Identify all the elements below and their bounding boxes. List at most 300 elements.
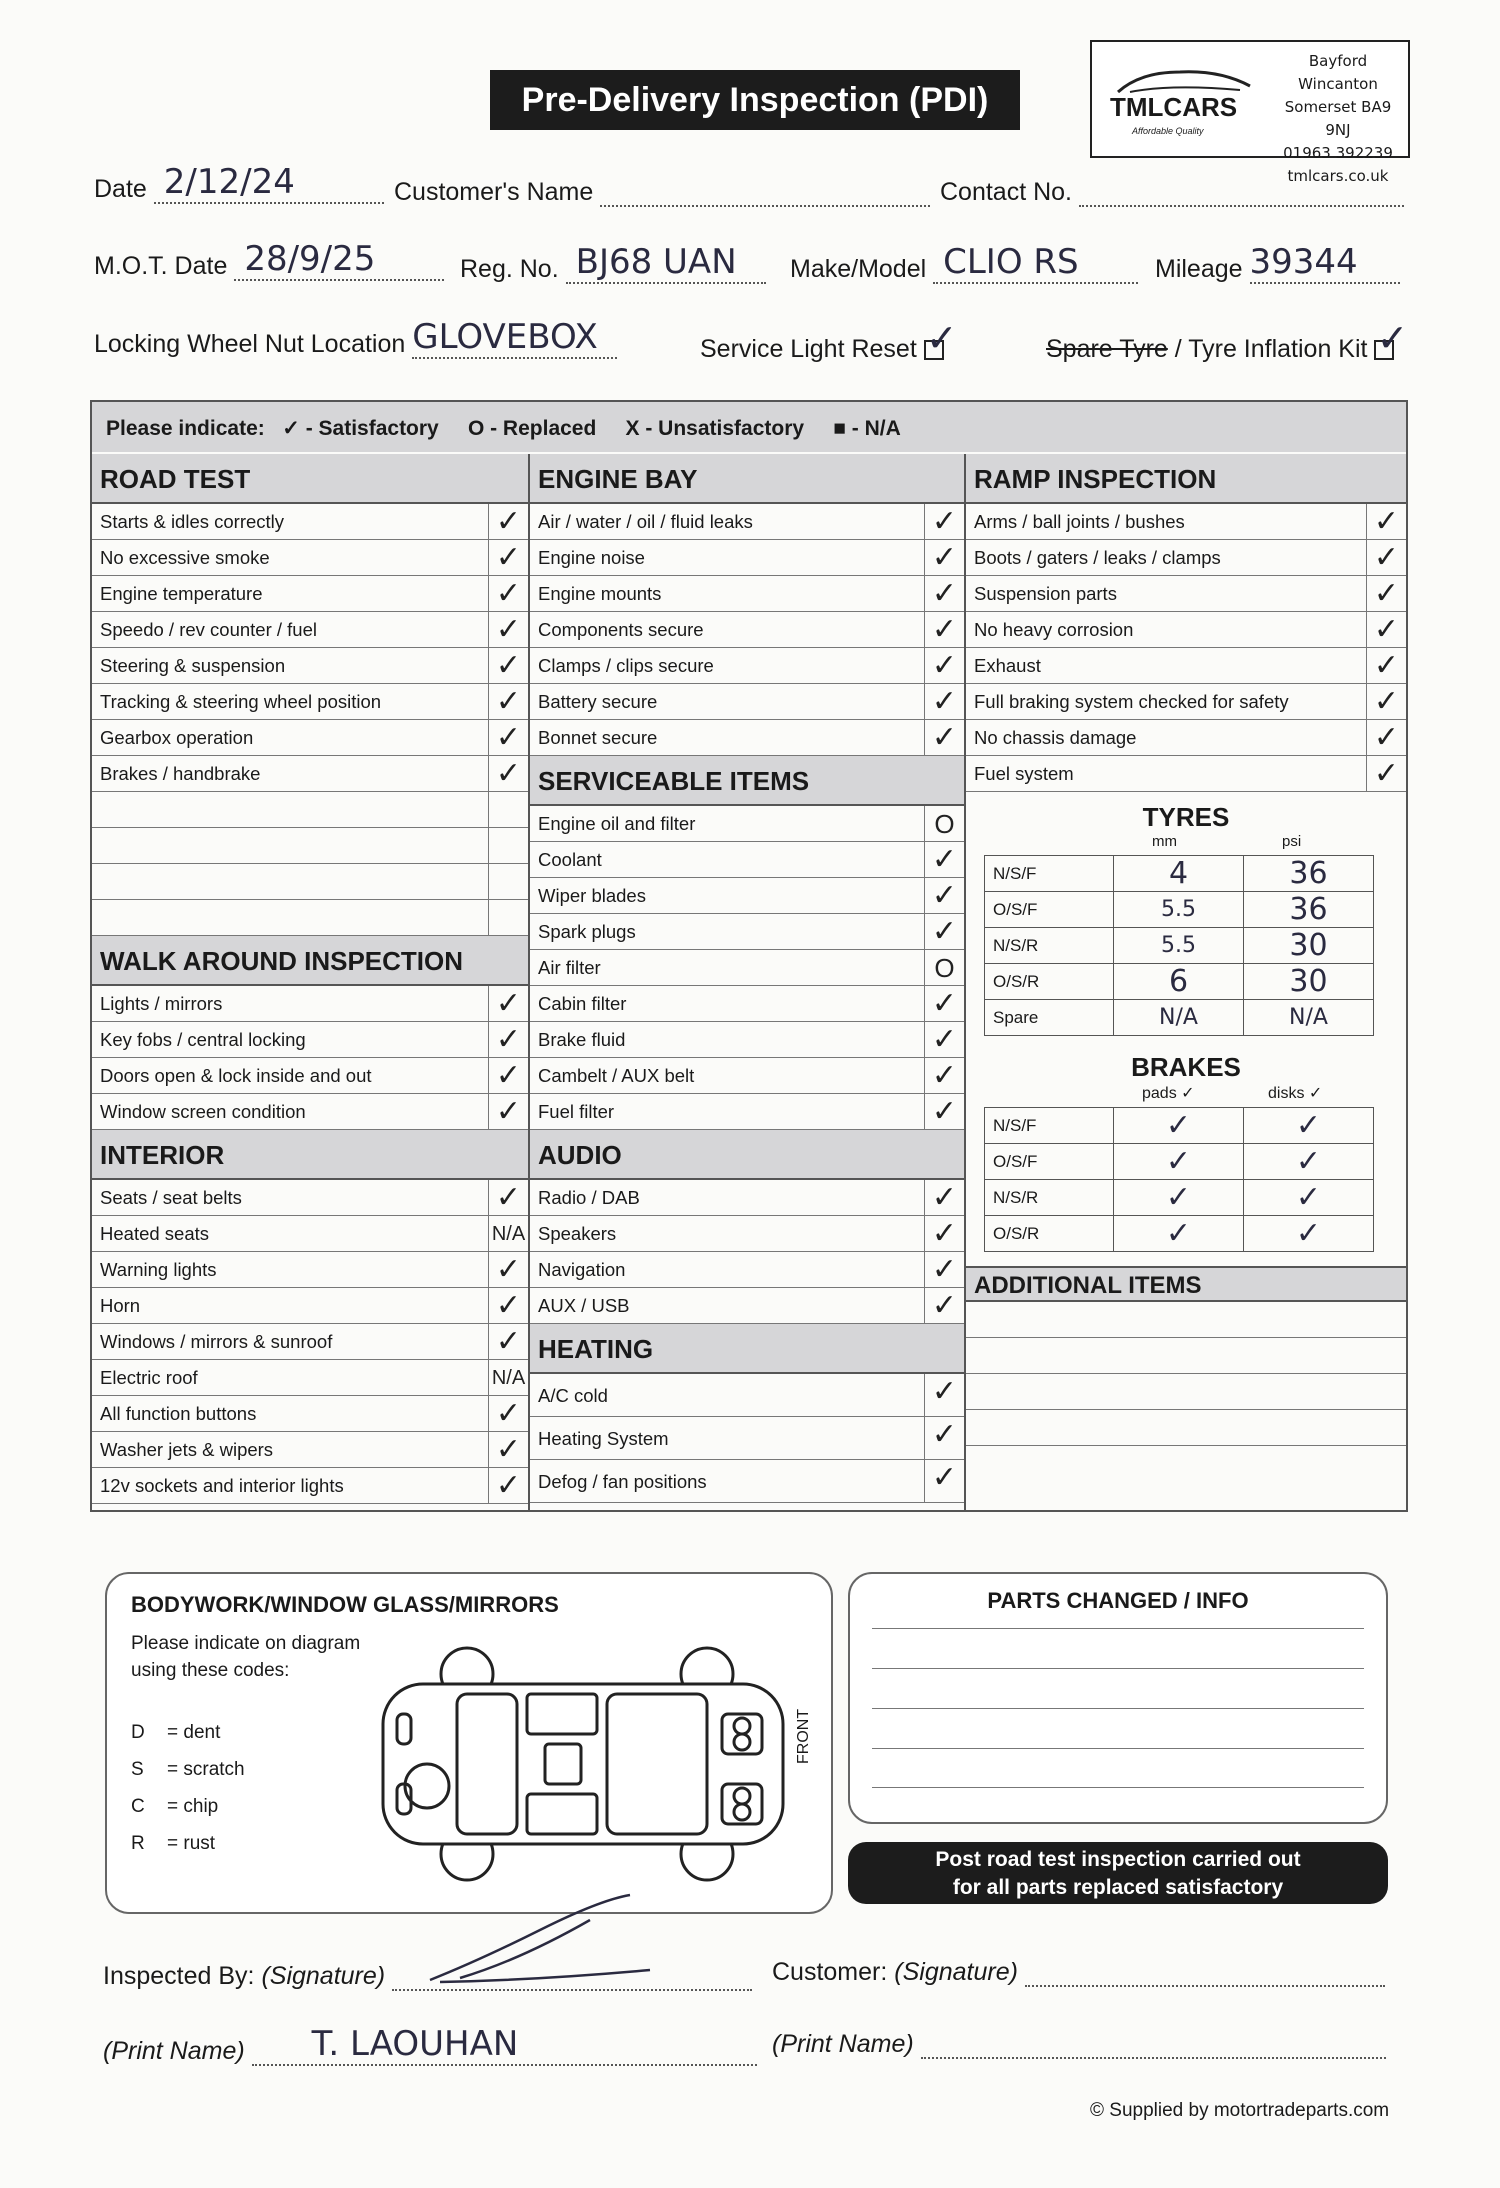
legend-satisfactory: ✓ - Satisfactory (282, 417, 439, 440)
tyre-kit-field[interactable] (1046, 316, 1409, 364)
mot-label: M.O.T. Date (94, 252, 228, 280)
audio-heading: AUDIO (530, 1130, 964, 1180)
checklist-label: Clamps / clips secure (538, 655, 714, 676)
make-model-label: Make/Model (790, 255, 927, 283)
additional-row[interactable] (966, 1410, 1406, 1446)
code-value: = dent (167, 1722, 221, 1743)
tyre-kit-mark: ✓ (1376, 316, 1409, 361)
checklist-label: Engine mounts (538, 583, 662, 604)
checklist-label: Cambelt / AUX belt (538, 1065, 695, 1086)
checklist-item (530, 684, 964, 720)
checklist-mark-box[interactable]: ✓ (488, 540, 528, 575)
checklist-item (530, 612, 964, 648)
locking-nut-label: Locking Wheel Nut Location (94, 330, 406, 358)
brake-pads-cell[interactable]: ✓ (1114, 1216, 1244, 1252)
parts-line[interactable] (872, 1628, 1364, 1668)
tyre-pos-cell: N/S/F (985, 856, 1114, 892)
checklist-mark-box[interactable]: ✓ (1366, 648, 1406, 683)
checklist-label: 12v sockets and interior lights (100, 1475, 344, 1496)
checklist-label: Tracking & steering wheel position (100, 691, 382, 712)
checklist-item (966, 720, 1406, 756)
checklist-label: Lights / mirrors (100, 993, 223, 1014)
checklist-item (530, 1417, 964, 1460)
checklist-item (92, 576, 528, 612)
checklist-label: No heavy corrosion (974, 619, 1134, 640)
checklist-label: No excessive smoke (100, 547, 270, 568)
checklist-item (92, 684, 528, 720)
interior-list (92, 1180, 528, 1504)
banner-line: Post road test inspection carried out (935, 1848, 1301, 1871)
audio-list (530, 1180, 964, 1324)
code-key: S (131, 1759, 144, 1780)
checklist-mark-box[interactable]: ✓ (488, 1324, 528, 1359)
checklist-item (966, 612, 1406, 648)
customer-label: Customer: (772, 1958, 888, 1986)
checklist-mark-box[interactable]: ✓ (924, 576, 964, 611)
checklist-label: Exhaust (974, 655, 1041, 676)
ramp-heading: RAMP INSPECTION (966, 454, 1406, 504)
checklist-item (530, 1094, 964, 1130)
tyre-psi-cell[interactable]: 30 (1244, 928, 1374, 964)
additional-row[interactable] (966, 1374, 1406, 1410)
checklist-mark-box[interactable] (488, 900, 528, 935)
tyre-mm-cell[interactable]: N/A (1114, 1000, 1244, 1036)
checklist-item (966, 504, 1406, 540)
checklist-item (92, 986, 528, 1022)
brakes-heading: BRAKES (1131, 1052, 1241, 1082)
checklist-label: Windows / mirrors & sunroof (100, 1331, 333, 1352)
checklist-item (92, 864, 528, 900)
heating-heading: HEATING (530, 1324, 964, 1374)
make-model-value: CLIO RS (943, 242, 1079, 282)
code-chip (131, 1788, 245, 1825)
inspector-signature (420, 1890, 660, 1990)
checklist-mark-box[interactable]: ✓ (924, 612, 964, 647)
checklist-mark-box[interactable]: ✓ (488, 986, 528, 1021)
brake-disks-cell[interactable]: ✓ (1244, 1108, 1374, 1144)
checklist-item (530, 914, 964, 950)
checklist-item (92, 1058, 528, 1094)
checklist-mark-box[interactable]: ✓ (1366, 540, 1406, 575)
checklist-item (966, 684, 1406, 720)
code-scratch (131, 1751, 245, 1788)
legend-label: Please indicate: (106, 417, 265, 440)
checklist-item (92, 792, 528, 828)
checklist-item (92, 540, 528, 576)
tyres-psi-header: psi (1282, 833, 1302, 850)
checklist-item (92, 612, 528, 648)
tyre-row (985, 964, 1374, 1000)
legend-na: ■ - N/A (833, 417, 901, 440)
checklist-label: Warning lights (100, 1259, 217, 1280)
additional-row[interactable] (966, 1338, 1406, 1374)
checklist-item (92, 1468, 528, 1504)
tyre-psi-cell[interactable]: 30 (1244, 964, 1374, 1000)
checklist-label: Boots / gaters / leaks / clamps (974, 547, 1221, 568)
signature-hint: (Signature) (261, 1962, 386, 1990)
checklist-label: Brakes / handbrake (100, 763, 261, 784)
checklist-label: Coolant (538, 849, 602, 870)
locking-nut-field[interactable] (94, 317, 617, 359)
make-model-field[interactable] (790, 242, 1138, 284)
tyres-mm-header: mm (1152, 833, 1177, 850)
checklist-item (966, 576, 1406, 612)
checklist-label: Horn (100, 1295, 141, 1316)
signature-hint: (Signature) (894, 1958, 1018, 1986)
date-field[interactable] (94, 162, 384, 204)
tyre-row (985, 928, 1374, 964)
checklist-mark-box[interactable]: ✓ (924, 878, 964, 913)
engine-bay-heading: ENGINE BAY (530, 454, 964, 504)
checklist-mark-box[interactable]: ✓ (1366, 756, 1406, 791)
checklist-item (530, 986, 964, 1022)
checklist-item (92, 648, 528, 684)
checklist-mark-box[interactable]: ✓ (924, 1180, 964, 1215)
bodywork-instruction-line: using these codes: (131, 1660, 290, 1681)
tyre-mm-cell[interactable]: 5.5 (1114, 928, 1244, 964)
checklist-item (92, 1216, 528, 1252)
tyres-table (984, 855, 1374, 1036)
ramp-list (966, 504, 1406, 792)
checklist-item (530, 540, 964, 576)
checklist-item (530, 1216, 964, 1252)
checklist-label: Defog / fan positions (538, 1471, 707, 1492)
checklist-item (530, 1058, 964, 1094)
checklist-mark-box[interactable] (488, 792, 528, 827)
brake-pos-cell: N/S/R (985, 1180, 1114, 1216)
mileage-label: Mileage (1155, 255, 1243, 283)
checklist-mark-box[interactable]: ✓ (924, 986, 964, 1021)
column-left (92, 454, 530, 1510)
checklist-label: All function buttons (100, 1403, 257, 1424)
mileage-value: 39344 (1249, 242, 1358, 282)
checklist-item (530, 1288, 964, 1324)
checklist-mark-box[interactable]: N/A (488, 1360, 528, 1395)
brakes-pads-header: pads ✓ (1142, 1085, 1195, 1102)
checklist-item (530, 842, 964, 878)
checklist-label: Heated seats (100, 1223, 210, 1244)
tyre-mm-cell[interactable]: 6 (1114, 964, 1244, 1000)
bodywork-box (105, 1572, 833, 1914)
checklist-item (92, 504, 528, 540)
road-test-heading: ROAD TEST (92, 454, 528, 504)
checklist-mark-box[interactable]: ✓ (924, 1252, 964, 1287)
checklist-mark-box[interactable]: ✓ (924, 1058, 964, 1093)
checklist-label: Starts & idles correctly (100, 511, 285, 532)
car-diagram-icon[interactable] (377, 1634, 797, 1894)
checklist-mark-box[interactable]: ✓ (488, 1058, 528, 1093)
checklist-mark-box[interactable]: N/A (488, 1216, 528, 1251)
checklist-item (530, 504, 964, 540)
checklist-label: Cabin filter (538, 993, 627, 1014)
legend-unsatisfactory: X - Unsatisfactory (625, 417, 805, 440)
checklist-mark-box[interactable]: ✓ (924, 1460, 964, 1502)
inspector-print-field[interactable] (103, 2024, 757, 2066)
tyre-psi-cell[interactable]: 36 (1244, 856, 1374, 892)
checklist-mark-box[interactable]: ✓ (488, 648, 528, 683)
bodywork-title: BODYWORK/WINDOW GLASS/MIRRORS (131, 1592, 559, 1617)
brake-disks-cell[interactable]: ✓ (1244, 1144, 1374, 1180)
checklist-item (92, 1094, 528, 1130)
checklist-label: Window screen condition (100, 1101, 306, 1122)
checklist-label: Bonnet secure (538, 727, 658, 748)
checklist-label: Air filter (538, 957, 601, 978)
checklist-mark-box[interactable]: ✓ (488, 1094, 528, 1129)
walk-around-heading: WALK AROUND INSPECTION (92, 936, 528, 986)
checklist-mark-box[interactable]: ✓ (488, 612, 528, 647)
checklist-label: Fuel system (974, 763, 1074, 784)
checklist-label: Wiper blades (538, 885, 646, 906)
customer-signature-field[interactable] (772, 1958, 1385, 1987)
tyre-row (985, 1000, 1374, 1036)
brake-disks-cell[interactable]: ✓ (1244, 1180, 1374, 1216)
column-right (966, 454, 1406, 1510)
checklist-item (92, 900, 528, 936)
checklist-label: Air / water / oil / fluid leaks (538, 511, 753, 532)
checklist-item (92, 1288, 528, 1324)
reg-value: BJ68 UAN (575, 242, 737, 282)
reg-label: Reg. No. (460, 255, 559, 283)
contact-label: Contact No. (940, 178, 1073, 206)
checklist-mark-box[interactable]: ✓ (924, 684, 964, 719)
additional-row[interactable] (966, 1302, 1406, 1338)
checklist-label: Engine temperature (100, 583, 263, 604)
tyre-kit-label: / Tyre Inflation Kit (1174, 335, 1368, 363)
checklist-mark-box[interactable]: ✓ (488, 1022, 528, 1057)
code-dent (131, 1714, 245, 1751)
tyre-row (985, 892, 1374, 928)
tyre-pos-cell: O/S/F (985, 892, 1114, 928)
tyres-col-headers (966, 833, 1406, 855)
tyre-pos-cell: O/S/R (985, 964, 1114, 1000)
mot-value: 28/9/25 (244, 239, 376, 279)
brake-row (985, 1108, 1374, 1144)
checklist-mark-box[interactable]: ✓ (924, 1216, 964, 1251)
service-light-label: Service Light Reset (700, 335, 917, 363)
checklist-item (92, 1180, 528, 1216)
checklist-item (92, 1360, 528, 1396)
checklist-label: Speakers (538, 1223, 617, 1244)
checklist-label: Engine oil and filter (538, 813, 696, 834)
serviceable-list (530, 806, 964, 1130)
locking-nut-value: GLOVEBOX (412, 317, 598, 357)
spare-tyre-label: Spare Tyre (1046, 335, 1168, 363)
checklist-label: Electric roof (100, 1367, 198, 1388)
customer-print-field[interactable] (772, 2030, 1386, 2059)
checklist-item (530, 1252, 964, 1288)
checklist-item (966, 756, 1406, 792)
checklist-mark-box[interactable]: ✓ (1366, 612, 1406, 647)
brakes-col-headers (966, 1083, 1406, 1107)
checklist-item (530, 1022, 964, 1058)
mileage-field[interactable] (1155, 242, 1400, 284)
checklist-mark-box[interactable]: ✓ (488, 504, 528, 539)
brake-row (985, 1180, 1374, 1216)
legend-bar (92, 402, 1406, 452)
brake-pos-cell: N/S/F (985, 1108, 1114, 1144)
tyre-kit-checkbox[interactable] (1374, 316, 1409, 361)
dealer-logo-box (1090, 40, 1410, 185)
print-name-label: (Print Name) (772, 2030, 914, 2058)
checklist-mark-box[interactable]: ✓ (924, 1288, 964, 1323)
checklist-item (530, 1374, 964, 1417)
checklist-label: Brake fluid (538, 1029, 626, 1050)
checklist-label: No chassis damage (974, 727, 1137, 748)
tyre-mm-cell[interactable]: 5.5 (1114, 892, 1244, 928)
checklist-mark-box[interactable]: ✓ (488, 576, 528, 611)
footer-credit: © Supplied by motortradeparts.com (1090, 2100, 1390, 2121)
checklist-label: Components secure (538, 619, 704, 640)
checklist-mark-box[interactable]: ✓ (1366, 576, 1406, 611)
checklist-mark-box[interactable]: ✓ (488, 684, 528, 719)
document-title: Pre-Delivery Inspection (PDI) (490, 70, 1020, 130)
checklist-mark-box[interactable]: ✓ (1366, 684, 1406, 719)
checklist-item (92, 1396, 528, 1432)
brake-disks-cell[interactable]: ✓ (1244, 1216, 1374, 1252)
checklist-mark-box[interactable]: ✓ (924, 914, 964, 949)
checklist-mark-box[interactable]: ✓ (488, 1468, 528, 1503)
code-key: C (131, 1796, 145, 1817)
heating-list (530, 1374, 964, 1503)
checklist-mark-box[interactable]: ✓ (924, 1094, 964, 1129)
checklist-label: Seats / seat belts (100, 1187, 242, 1208)
walk-around-list (92, 986, 528, 1130)
checklist-mark-box[interactable]: O (924, 950, 964, 985)
checklist-item (966, 540, 1406, 576)
checklist-mark-box[interactable] (488, 828, 528, 863)
checklist-label: Washer jets & wipers (100, 1439, 274, 1460)
checklist-item (92, 1022, 528, 1058)
checklist-item (92, 720, 528, 756)
checklist-mark-box[interactable]: ✓ (488, 1252, 528, 1287)
checklist-mark-box[interactable]: ✓ (924, 720, 964, 755)
checklist-mark-box[interactable]: ✓ (488, 720, 528, 755)
checklist-label: Navigation (538, 1259, 626, 1280)
checklist-mark-box[interactable]: ✓ (924, 1417, 964, 1459)
legend-replaced: O - Replaced (467, 417, 597, 440)
logo-text: TMLCARS (1110, 92, 1238, 122)
checklist-label: Gearbox operation (100, 727, 254, 748)
print-name-label: (Print Name) (103, 2037, 245, 2065)
contact-field[interactable] (940, 178, 1404, 207)
checklist-mark-box[interactable]: ✓ (924, 540, 964, 575)
checklist-item (92, 828, 528, 864)
customer-name-field[interactable] (394, 178, 930, 207)
tyre-row (985, 856, 1374, 892)
checklist-label: Speedo / rev counter / fuel (100, 619, 317, 640)
brakes-table (984, 1107, 1374, 1252)
brake-row (985, 1216, 1374, 1252)
checklist-mark-box[interactable]: ✓ (924, 1022, 964, 1057)
brake-pads-cell[interactable]: ✓ (1114, 1144, 1244, 1180)
checklist-mark-box[interactable]: ✓ (924, 842, 964, 877)
print-name-value: T. LAOUHAN (311, 2024, 519, 2064)
checklist-item (92, 1432, 528, 1468)
checklist-mark-box[interactable]: ✓ (488, 1432, 528, 1467)
address-line: 01963 392239 (1283, 144, 1393, 162)
code-value: = scratch (167, 1759, 245, 1780)
checklist-label: Engine noise (538, 547, 645, 568)
parts-line[interactable] (872, 1748, 1364, 1788)
parts-changed-box (848, 1572, 1388, 1824)
checklist-item (92, 1252, 528, 1288)
date-label: Date (94, 175, 147, 203)
checklist-mark-box[interactable]: ✓ (1366, 504, 1406, 539)
code-key: R (131, 1833, 145, 1854)
checklist-label: Arms / ball joints / bushes (974, 511, 1185, 532)
checklist-item (966, 648, 1406, 684)
checklist-mark-box[interactable]: ✓ (924, 504, 964, 539)
code-value: = rust (167, 1833, 216, 1854)
checklist-mark-box[interactable]: ✓ (1366, 720, 1406, 755)
front-label: FRONT (795, 1708, 812, 1764)
code-key: D (131, 1722, 145, 1743)
post-road-test-banner (848, 1842, 1388, 1904)
reg-field[interactable] (460, 242, 766, 284)
serviceable-heading: SERVICEABLE ITEMS (530, 756, 964, 806)
brakes-disks-header: disks ✓ (1268, 1085, 1323, 1102)
checklist-mark-box[interactable]: ✓ (488, 756, 528, 791)
brake-pads-cell[interactable]: ✓ (1114, 1108, 1244, 1144)
tyre-mm-cell[interactable]: 4 (1114, 856, 1244, 892)
checklist-label: Heating System (538, 1428, 669, 1449)
checklist-label: Doors open & lock inside and out (100, 1065, 372, 1086)
checklist-item (92, 756, 528, 792)
address-line: Bayford Wincanton (1298, 52, 1378, 93)
checklist-mark-box[interactable] (488, 864, 528, 899)
additional-heading: ADDITIONAL ITEMS (966, 1266, 1406, 1302)
tyres-heading: TYRES (1142, 802, 1230, 832)
checklist-label: Battery secure (538, 691, 658, 712)
road-test-list (92, 504, 528, 936)
checklist-label: Key fobs / central locking (100, 1029, 306, 1050)
checklist-label: Radio / DAB (538, 1187, 640, 1208)
checklist-item (530, 648, 964, 684)
service-light-checkbox[interactable] (924, 316, 958, 361)
column-middle (530, 454, 966, 1510)
checklist-mark-box[interactable]: ✓ (488, 1288, 528, 1323)
checklist-mark-box[interactable]: ✓ (924, 648, 964, 683)
checklist-mark-box[interactable]: ✓ (488, 1180, 528, 1215)
tyre-psi-cell[interactable]: N/A (1244, 1000, 1374, 1036)
checklist-label: A/C cold (538, 1385, 608, 1406)
interior-heading: INTERIOR (92, 1130, 528, 1180)
brake-pads-cell[interactable]: ✓ (1114, 1180, 1244, 1216)
bodywork-instruction-line: Please indicate on diagram (131, 1633, 361, 1654)
checklist-label: Full braking system checked for safety (974, 691, 1289, 712)
tyre-psi-cell[interactable]: 36 (1244, 892, 1374, 928)
checklist-mark-box[interactable]: ✓ (924, 1374, 964, 1416)
checklist-item (530, 1460, 964, 1503)
tyre-pos-cell: N/S/R (985, 928, 1114, 964)
checklist-mark-box[interactable]: ✓ (488, 1396, 528, 1431)
checklist-mark-box[interactable]: O (924, 806, 964, 841)
checklist-item (92, 1324, 528, 1360)
checklist-item (530, 950, 964, 986)
logo-tagline: Affordable Quality (1132, 126, 1204, 136)
brake-pos-cell: O/S/F (985, 1144, 1114, 1180)
service-light-field[interactable] (700, 316, 958, 364)
parts-line[interactable] (872, 1668, 1364, 1708)
checklist-item (530, 720, 964, 756)
customer-name-label: Customer's Name (394, 178, 594, 206)
checklist-item (530, 1180, 964, 1216)
banner-line: for all parts replaced satisfactory (952, 1876, 1284, 1899)
address-line: Somerset BA9 9NJ (1284, 98, 1392, 139)
checklist-item (530, 878, 964, 914)
mot-date-field[interactable] (94, 239, 444, 281)
parts-line[interactable] (872, 1708, 1364, 1748)
